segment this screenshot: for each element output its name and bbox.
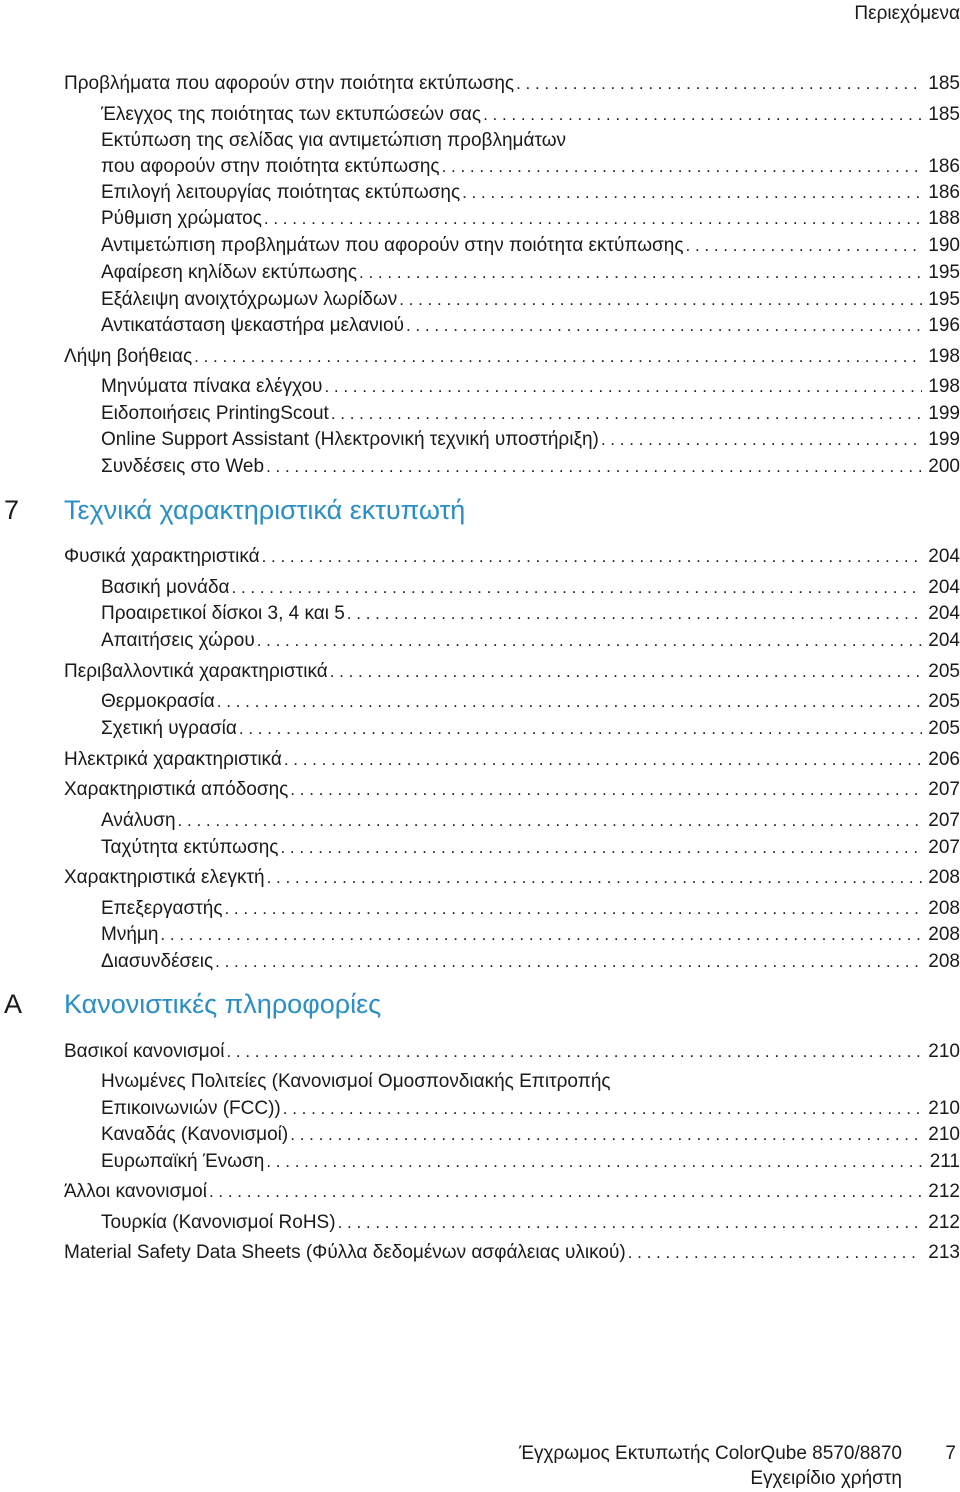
toc-page-number: 190 [928,235,960,256]
leader-dots [226,1040,922,1064]
toc-page-number: 208 [928,924,960,945]
leader-dots [224,897,922,921]
leader-dots [483,103,922,127]
leader-dots [264,207,922,231]
leader-dots [232,576,923,600]
toc-page-number: 207 [928,837,960,858]
toc-entry[interactable] [101,1150,960,1174]
toc-page-number: 212 [928,1181,960,1202]
leader-dots [262,545,923,569]
toc-entry[interactable] [101,402,960,426]
toc-entry[interactable] [101,288,960,312]
toc-entry[interactable] [101,155,960,179]
toc-page-number: 207 [928,779,960,800]
toc-entry-title: Λήψη βοήθειας [64,346,193,367]
toc-entry[interactable] [64,545,960,569]
toc-page-number: 205 [928,661,960,682]
toc-page-number: 208 [928,867,960,888]
leader-dots [686,234,923,258]
chapter-title: Τεχνικά χαρακτηριστικά εκτυπωτή [64,495,466,525]
toc-page-number: 213 [928,1242,960,1263]
toc-entry-title: Material Safety Data Sheets (Φύλλα δεδομένων ασφάλειας υλικού) [64,1242,626,1263]
toc-entry-title: Ανάλυση [101,810,176,831]
toc-page-number: 186 [928,182,960,203]
toc-entry[interactable] [64,72,960,96]
toc-page-number: 210 [928,1124,960,1145]
toc-entry[interactable] [101,690,960,714]
leader-dots [267,866,923,890]
leader-dots [280,836,922,860]
toc-entry-title: Αντικατάσταση ψεκαστήρα μελανιού [101,315,404,336]
toc-entry[interactable] [101,809,960,833]
leader-dots [266,455,922,479]
footer-document-name: Εγχειρίδιο χρήστη [750,1468,902,1489]
toc-entry-title: Ηλεκτρικά χαρακτηριστικά [64,749,282,770]
toc-entry[interactable] [64,1180,960,1204]
toc-entry-title: Εξάλειψη ανοιχτόχρωμων λωρίδων [101,289,398,310]
toc-entry[interactable] [101,836,960,860]
leader-dots [338,1211,923,1235]
toc-entry[interactable] [101,950,960,974]
leader-dots [462,181,922,205]
toc-page-number: 199 [928,429,960,450]
chapter-heading[interactable] [0,493,960,527]
footer-product-name: Έγχρωμος Εκτυπωτής ColorQube 8570/8870 [519,1443,902,1464]
toc-entry[interactable] [64,866,960,890]
footer-page-number: 7 [945,1443,956,1464]
toc-entry-title: Ειδοποιήσεις PrintingScout [101,403,329,424]
toc-entry[interactable] [101,923,960,947]
toc-entry-title: Περιβαλλοντικά χαρακτηριστικά [64,661,328,682]
toc-entry-title: Έλεγχος της ποιότητας των εκτυπώσεών σας [101,104,482,125]
toc-page-number: 196 [928,315,960,336]
leader-dots [194,345,922,369]
toc-entry[interactable] [101,455,960,479]
toc-page-number: 210 [928,1041,960,1062]
toc-page-number: 198 [928,376,960,397]
leader-dots [516,72,922,96]
toc-page-number: 185 [928,104,960,125]
chapter-title: Κανονιστικές πληροφορίες [64,989,382,1019]
toc-entry-title: Καναδάς (Κανονισμοί) [101,1124,289,1145]
toc-entry[interactable] [64,778,960,802]
toc-entry-title: Επεξεργαστής [101,898,223,919]
leader-dots [283,1097,923,1121]
toc-page-number: 204 [928,546,960,567]
leader-dots [359,261,922,285]
leader-dots [290,1123,922,1147]
toc-entry-title: Online Support Assistant (Ηλεκτρονική τεχνική υποστήριξη) [101,429,599,450]
running-header: Περιεχόμενα [854,3,960,24]
toc-entry[interactable] [101,103,960,127]
toc-entry[interactable] [101,314,960,338]
toc-entry-title: Μηνύματα πίνακα ελέγχου [101,376,323,397]
toc-entry[interactable] [101,375,960,399]
toc-entry-title: Προαιρετικοί δίσκοι 3, 4 και 5 [101,603,345,624]
toc-page-number: 186 [928,156,960,177]
leader-dots [330,660,923,684]
toc-entry[interactable] [64,748,960,772]
toc-page-number: 205 [928,691,960,712]
toc-entry-title-line[interactable]: Ηνωμένες Πολιτείες (Κανονισμοί Ομοσπονδιακής Επιτροπής [101,1071,611,1092]
toc-entry[interactable] [64,1241,960,1265]
leader-dots [628,1241,923,1265]
toc-page-number: 195 [928,289,960,310]
leader-dots [290,778,922,802]
toc-page-number: 200 [928,456,960,477]
toc-entry-title: Ρύθμιση χρώματος [101,208,262,229]
toc-entry[interactable] [101,576,960,600]
leader-dots [239,717,922,741]
toc-page-number: 210 [928,1098,960,1119]
leader-dots [215,950,922,974]
toc-entry-title: Αντιμετώπιση προβλημάτων που αφορούν στην ποιότητα εκτύπωσης [101,235,684,256]
toc-entry[interactable] [101,428,960,452]
toc-entry-title: Τουρκία (Κανονισμοί RoHS) [101,1212,336,1233]
toc-entry[interactable] [64,345,960,369]
toc-entry-title: Βασική μονάδα [101,577,230,598]
toc-page-number: 208 [928,951,960,972]
toc-entry[interactable] [101,181,960,205]
toc-entry[interactable] [101,1211,960,1235]
toc-entry[interactable] [64,1040,960,1064]
toc-page-number: 204 [928,603,960,624]
toc-entry[interactable] [101,234,960,258]
toc-entry[interactable] [64,660,960,684]
toc-entry[interactable] [101,897,960,921]
leader-dots [331,402,922,426]
toc-entry[interactable] [101,261,960,285]
toc-entry-title: Προβλήματα που αφορούν στην ποιότητα εκτύπωσης [64,73,515,94]
toc-entry[interactable] [101,1123,960,1147]
toc-page-number: 211 [929,1151,960,1172]
toc-entry-title: Ευρωπαϊκή Ένωση [101,1151,265,1172]
leader-dots [160,923,922,947]
toc-entry-title: Επιλογή λειτουργίας ποιότητας εκτύπωσης [101,182,461,203]
chapter-heading[interactable] [0,987,960,1021]
toc-page-number: 198 [928,346,960,367]
leader-dots [209,1180,922,1204]
toc-entry-title: Φυσικά χαρακτηριστικά [64,546,260,567]
toc-entry[interactable] [101,629,960,653]
toc-entry[interactable] [101,1097,960,1121]
leader-dots [178,809,923,833]
toc-entry-title: που αφορούν στην ποιότητα εκτύπωσης [101,156,440,177]
toc-entry-title-line[interactable]: Εκτύπωση της σελίδας για αντιμετώπιση προβλημάτων [101,130,567,151]
toc-page-number: 188 [928,208,960,229]
leader-dots [406,314,922,338]
toc-entry[interactable] [101,717,960,741]
toc-entry-title: Χαρακτηριστικά ελεγκτή [64,867,265,888]
toc-page-number: 204 [928,630,960,651]
toc-entry-title: Μνήμη [101,924,159,945]
leader-dots [347,602,923,626]
toc-page-number: 207 [928,810,960,831]
toc-page-number: 195 [928,262,960,283]
leader-dots [399,288,922,312]
toc-entry-title: Θερμοκρασία [101,691,215,712]
toc-page-number: 206 [928,749,960,770]
chapter-number: A [4,989,23,1019]
toc-entry[interactable] [101,602,960,626]
leader-dots [266,1150,923,1174]
leader-dots [284,748,922,772]
toc-page-number: 212 [928,1212,960,1233]
toc-entry-title: Ταχύτητα εκτύπωσης [101,837,279,858]
toc-entry-title: Άλλοι κανονισμοί [64,1181,207,1202]
toc-entry-title: Βασικοί κανονισμοί [64,1041,225,1062]
toc-entry-title: Επικοινωνιών (FCC)) [101,1098,281,1119]
leader-dots [324,375,922,399]
toc-entry-title: Απαιτήσεις χώρου [101,630,255,651]
toc-entry-title: Διασυνδέσεις [101,951,214,972]
chapter-number: 7 [4,495,20,525]
toc-page-number: 199 [928,403,960,424]
toc-entry-title: Χαρακτηριστικά απόδοσης [64,779,289,800]
leader-dots [601,428,922,452]
toc-entry[interactable] [101,207,960,231]
toc-entry-title: Σχετική υγρασία [101,718,237,739]
toc-page-number: 204 [928,577,960,598]
toc-page-number: 208 [928,898,960,919]
toc-page-number: 205 [928,718,960,739]
toc-page-number: 185 [928,73,960,94]
toc-entry-title: Συνδέσεις στο Web [101,456,265,477]
leader-dots [442,155,923,179]
toc-entry-title: Αφαίρεση κηλίδων εκτύπωσης [101,262,358,283]
leader-dots [217,690,923,714]
leader-dots [257,629,923,653]
